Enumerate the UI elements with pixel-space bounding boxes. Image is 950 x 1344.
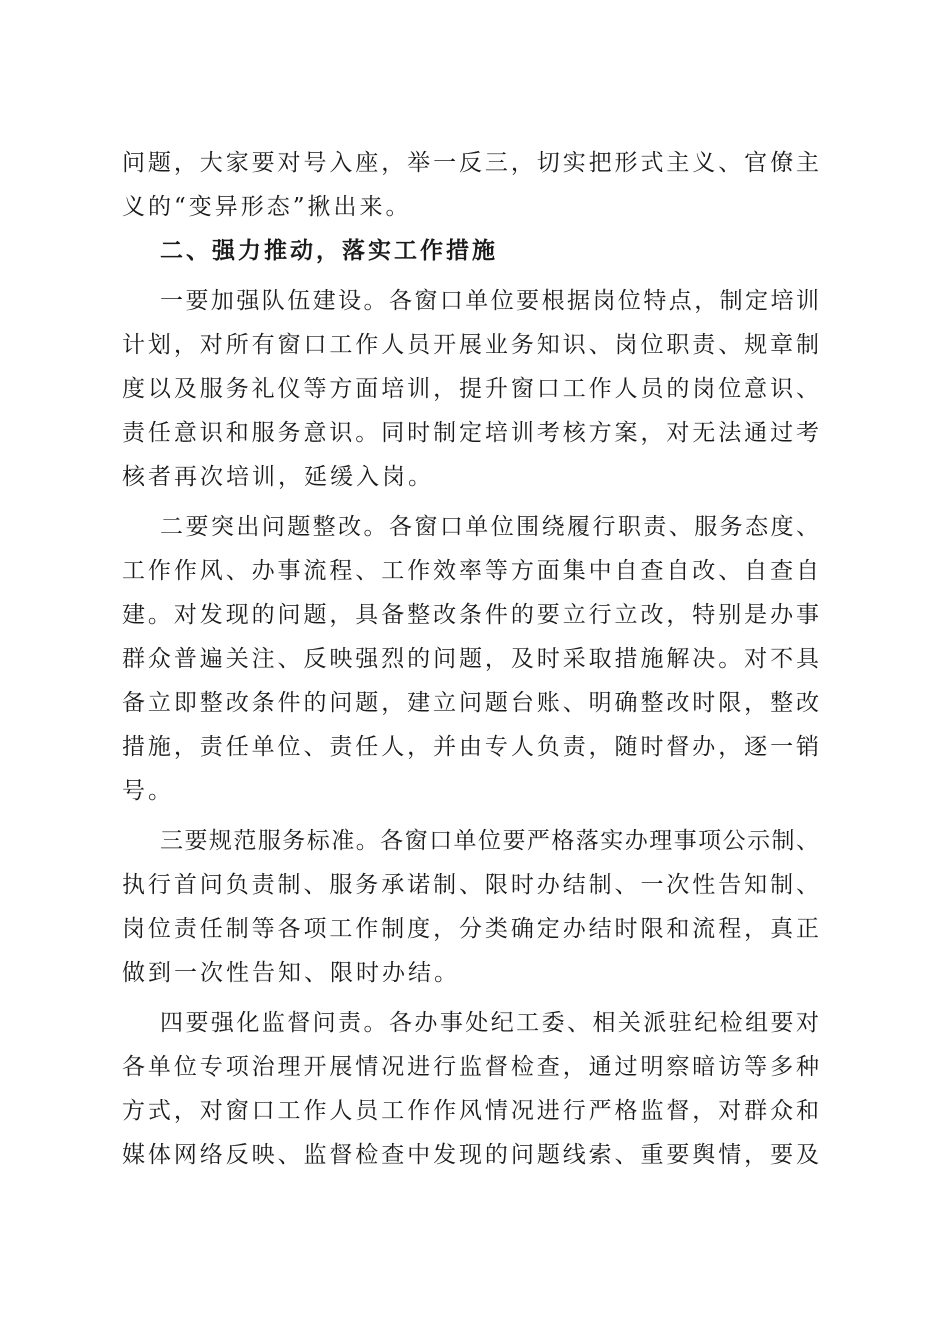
text-line: 岗位责任制等各项工作制度，分类确定办结时限和流程，真正 bbox=[122, 916, 820, 942]
text-line: 度以及服务礼仪等方面培训，提升窗口工作人员的岗位意识、 bbox=[122, 376, 820, 402]
paragraph bbox=[122, 819, 820, 995]
text-line: 核者再次培训，延缓入岗。 bbox=[122, 464, 434, 490]
text-line: 问题，大家要对号入座，举一反三，切实把形式主义、官僚主 bbox=[122, 150, 820, 176]
text-line: 方式，对窗口工作人员工作作风情况进行严格监督，对群众和 bbox=[122, 1098, 820, 1124]
text-line: 措施，责任单位、责任人，并由专人负责，随时督办，逐一销 bbox=[122, 734, 820, 760]
text-line: 一要加强队伍建设。各窗口单位要根据岗位特点，制定培训 bbox=[160, 288, 820, 314]
text-line: 做到一次性告知、限时办结。 bbox=[122, 960, 460, 986]
text-line: 四要强化监督问责。各办事处纪工委、相关派驻纪检组要对 bbox=[160, 1010, 820, 1036]
text-line: 群众普遍关注、反映强烈的问题，及时采取措施解决。对不具 bbox=[122, 646, 820, 672]
text-line: 媒体网络反映、监督检查中发现的问题线索、重要舆情，要及 bbox=[122, 1142, 820, 1168]
text-line: 号。 bbox=[122, 778, 174, 804]
text-line: 工作作风、办事流程、工作效率等方面集中自查自改、自查自 bbox=[122, 558, 820, 584]
text-line: 二要突出问题整改。各窗口单位围绕履行职责、服务态度、 bbox=[160, 514, 820, 540]
text-line: 责任意识和服务意识。同时制定培训考核方案，对无法通过考 bbox=[122, 420, 820, 446]
paragraph bbox=[122, 141, 820, 229]
document-body bbox=[122, 141, 820, 1177]
paragraph bbox=[122, 279, 820, 499]
text-line: 各单位专项治理开展情况进行监督检查，通过明察暗访等多种 bbox=[122, 1054, 820, 1080]
text-line: 二、强力推动，落实工作措施 bbox=[160, 238, 498, 264]
text-line: 三要规范服务标准。各窗口单位要严格落实办理事项公示制、 bbox=[160, 828, 820, 854]
section-heading bbox=[122, 229, 820, 273]
text-line: 建。对发现的问题，具备整改条件的要立行立改，特别是办事 bbox=[122, 602, 820, 628]
text-line: 计划，对所有窗口工作人员开展业务知识、岗位职责、规章制 bbox=[122, 332, 820, 358]
text-line: 执行首问负责制、服务承诺制、限时办结制、一次性告知制、 bbox=[122, 872, 820, 898]
paragraph bbox=[122, 505, 820, 813]
text-line: 备立即整改条件的问题，建立问题台账、明确整改时限，整改 bbox=[122, 690, 820, 716]
paragraph bbox=[122, 1001, 820, 1177]
text-line: 义的“变异形态”揪出来。 bbox=[122, 194, 412, 220]
